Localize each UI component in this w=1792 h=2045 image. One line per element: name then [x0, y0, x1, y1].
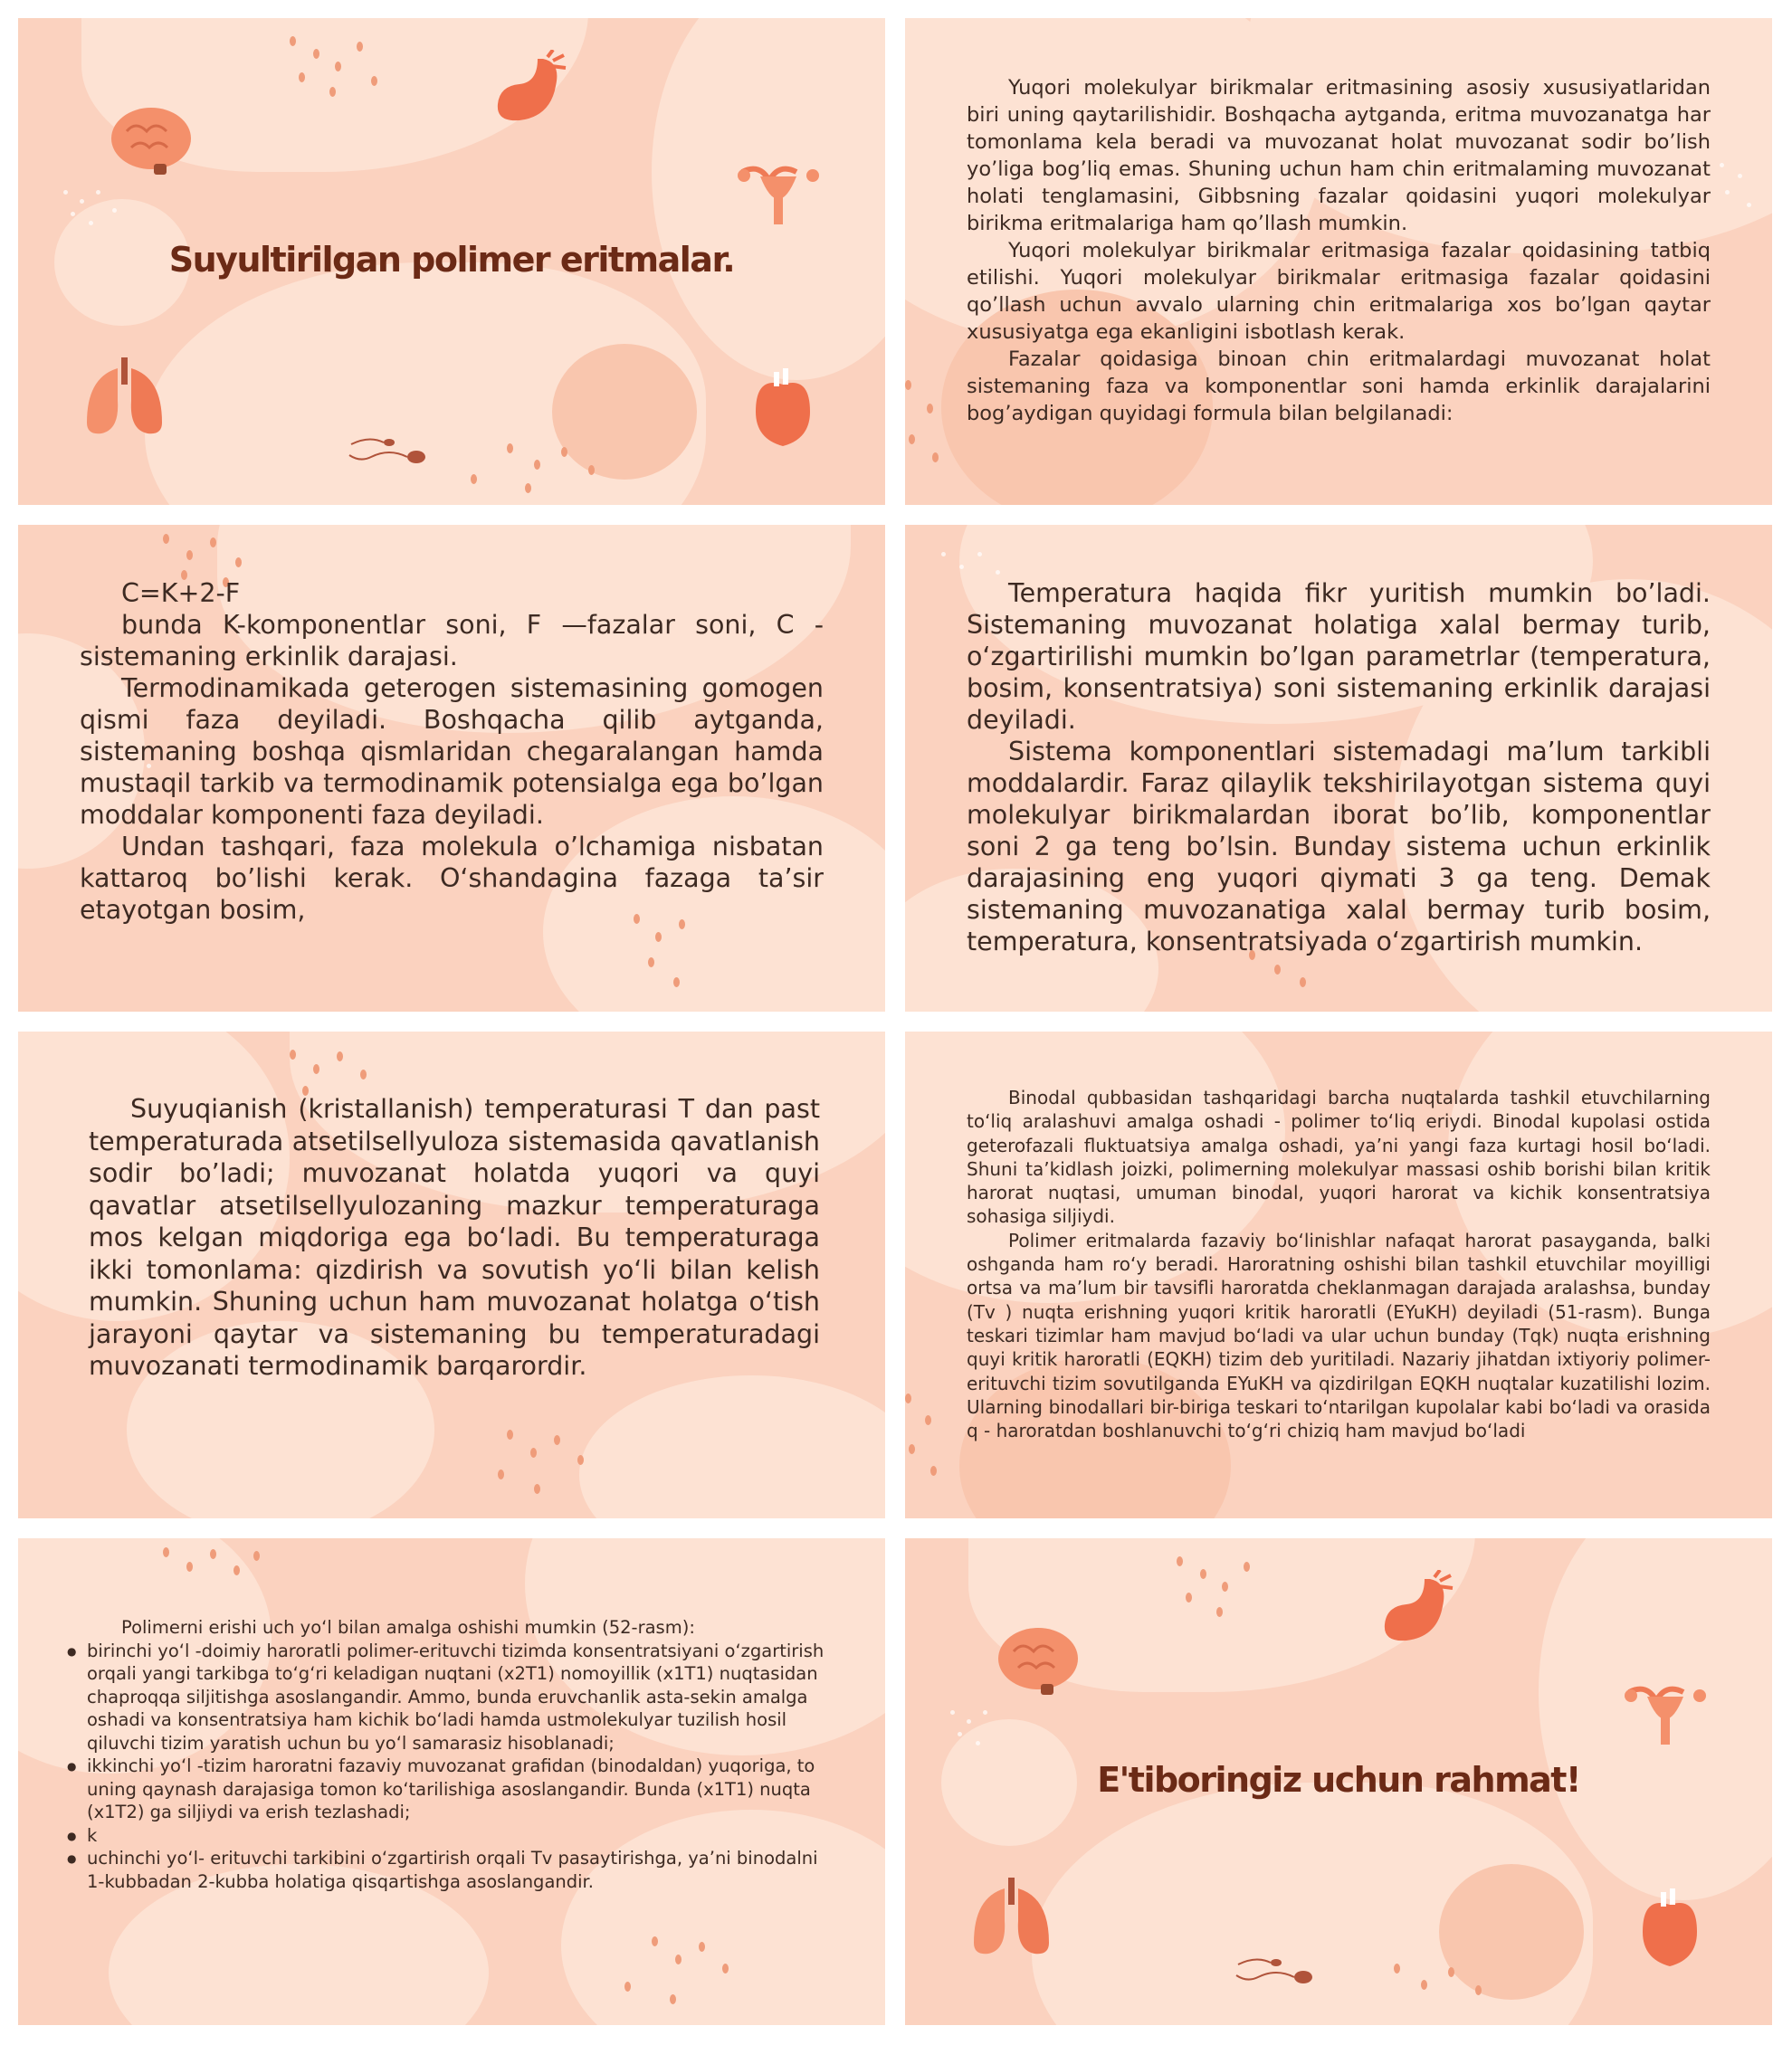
slide-3	[18, 525, 885, 1012]
paragraph: bunda K-komponentlar soni, F —fazalar soni, C - sistemaning erkinlik darajasi.	[80, 610, 824, 671]
paragraph: Suyuqianish (kristallanish) temperaturasi T dan past temperaturada atsetilsellyuloza sistemasida qavatlanish sodir bo’ladi; muvozanat holatda yuqori va quyi qavatlar atsetilsellyulozaning mazkur temperaturaga mos kelgan miqdoriga ega bo‘ladi. Bu temperaturaga ikki tomonlama: qizdirish va sovutish yo‘li bilan kelish mumkin. Shuning uchun ham muvozanat holatga o‘tish jarayoni qaytar va sistemaning bu temperaturadagi muvozanati termodinamik barqarordir.	[89, 1094, 820, 1381]
slide-title-text: Suyultirilgan polimer eritmalar.	[168, 240, 735, 280]
list-item: ● ikkinchi yo‘l -tizim haroratni fazaviy muvozanat grafidan (binodaldan) yuqoriga, to uning qaynash darajasiga tomon ko‘tarilishiga asoslangandir. Bunda (x1T1) nuqta (x1T2) ga siljiydi va erish tezlashadi;	[67, 1755, 834, 1824]
paragraph: Binodal qubbasidan tashqaridagi barcha nuqtalarda tashkil etuvchilarning to‘liq aralashuvi amalga oshadi - polimer to‘liq eriydi. Binodal kupolasi ostida geterofazali fluktuatsiya amalga oshadi, ya’ni yangi faza kurtagi hosil bo‘ladi. Shuni ta’kidlash joizki, polimerning molekulyar massasi oshib borishi bilan kritik harorat nuqtasi, umuman binodal, yuqori harorat va kichik konsentratsiya sohasiga siljiydi.	[967, 1087, 1711, 1228]
stomach-icon	[493, 50, 575, 127]
sperm-icon	[1231, 1950, 1321, 1995]
paragraph: Temperatura haqida fikr yuritish mumkin bo’ladi. Sistemaning muvozanat holatiga xalal bermay turib, o‘zgartirilishi mumkin bo’lgan parametrlar (temperatura, bosim, konsentratsiya) soni sistemaning erkinlik darajasi deyiladi.	[967, 578, 1711, 735]
brain-icon	[996, 1624, 1082, 1697]
method-list	[67, 1640, 834, 1894]
stomach-icon	[1380, 1570, 1462, 1647]
list-item: ● uchinchi yo‘l- erituvchi tarkibini o‘zgartirish orqali Tv pasaytirishga, ya’ni binodalni 1-kubbadan 2-kubba holatiga qisqartishga asoslangandir.	[67, 1847, 834, 1893]
slide-2	[905, 18, 1772, 505]
list-item: ● k	[67, 1824, 834, 1848]
paragraph: Termodinamikada geterogen sistemasining gomogen qismi faza deyiladi. Boshqacha qilib aytganda, sistemaning boshqa qismlaridan chegaralangan hamda mustaqil tarkib va termodinamik potensialga ega bo’lgan moddalar komponenti faza deyiladi.	[80, 673, 824, 830]
paragraph: Yuqori molekulyar birikmalar eritmasining asosiy xususiyatlaridan biri uning qaytarilishidir. Boshqacha aytganda, eritma muvozanatga har tomonlama kela beradi va muvozanat holat muvozanat sodir bo’lish yo’liga bog’liq emas. Shuning uchun ham chin eritmalaming muvozanat holati tenglamasini, Gibbsning fazalar qoidasini yuqori molekulyar birikma eritmalariga ham qo’llash mumkin.	[967, 76, 1711, 235]
lungs-icon	[81, 357, 167, 439]
closing-title-text: E'tiboringiz uchun rahmat!	[1097, 1760, 1580, 1800]
slide-4	[905, 525, 1772, 1012]
list-item: ● birinchi yo‘l -doimiy haroratli polimer-erituvchi tizimda konsentratsiyani o‘zgartirish orqali yangi tarkibga to‘g‘ri keladigan nuqtani (x2T1) nomoyillik (x1T1) nuqtasidan chaproqqa siljitishga asoslangandir. Ammo, bunda eruvchanlik asta-sekin amalga oshadi va konsentratsiya ham kichik bo‘ladi hamda ustmolekulyar tuzilish hosil qiluvchi tizim yaratish uchun bu yo‘l samarasiz hisoblanadi;	[67, 1640, 834, 1755]
sperm-icon	[344, 430, 434, 475]
slide-6	[905, 1032, 1772, 1518]
paragraph: Fazalar qoidasiga binoan chin eritmalardagi muvozanat holat sistemaning faza va komponentlar soni hamda erkinlik darajalarini bog’aydigan quyidagi formula bilan belgilanadi:	[967, 347, 1711, 425]
slide-6-body	[967, 1086, 1711, 1442]
paragraph: Undan tashqari, faza molekula o’lchamiga nisbatan kattaroq bo’lishi kerak. O‘shandagina fazaga ta’sir etayotgan bosim,	[80, 832, 824, 925]
paragraph: Polimer eritmalarda fazaviy bo‘linishlar nafaqat harorat pasayganda, balki oshganda ham ro‘y beradi. Haroratning oshishi bilan tashkil etuvchilar moyilligi ortsa va ma’lum bir tavsifli haroratda cheklanmagan darajada aralashsa, bunday (Tv ) nuqta erishning yuqori kritik haroratli (EYuKH) deyiladi (51-rasm). Bunga teskari tizimlar ham mavjud bo‘ladi va ular uchun bunday (Tqk) nuqta erishning quyi kritik haroratli (EQKH) tizim deb yuritiladi. Nazariy jihatdan ixtiyoriy polimer-erituvchi tizim sovutilganda EYuKH va qizdirilgan EQKH nuqtalar kuzatilishi lozim. Ularning binodallari bir-biriga teskari to‘ntarilgan kupolalar kabi bo‘ladi va orasida q - haroratdan boshlanuvchi to‘g‘ri chiziq ham mavjud bo‘ladi	[967, 1229, 1711, 1442]
formula: C=K+2-F	[121, 578, 241, 608]
slide-5-body	[89, 1093, 820, 1383]
slide-title	[18, 18, 885, 505]
slide-2-body	[967, 74, 1711, 427]
heart-icon	[1638, 1887, 1701, 1968]
heart-icon	[751, 366, 815, 448]
lungs-icon	[968, 1878, 1054, 1959]
slide-7-body	[83, 1616, 834, 1893]
slide-4-body	[967, 577, 1711, 957]
slide-7	[18, 1538, 885, 2025]
uterus-icon	[1620, 1674, 1711, 1751]
slide-3-body	[80, 577, 824, 926]
paragraph: Sistema komponentlari sistemadagi ma’lum tarkibli moddalardir. Faraz qilaylik tekshirilayotgan sistema quyi molekulyar birikmalardan iborat bo’lib, komponentlar soni 2 ga teng bo’lsin. Bunday sistema uchun erkinlik darajasining eng yuqori qiymati 3 ga teng. Demak sistemaning muvozanatiga xalal bermay turib bosim, temperatura, konsentratsiyada o‘zgartirish mumkin.	[967, 737, 1711, 956]
uterus-icon	[733, 154, 824, 231]
list-intro: Polimerni erishi uch yo‘l bilan amalga oshishi mumkin (52-rasm):	[121, 1617, 695, 1638]
paragraph: Yuqori molekulyar birikmalar eritmasiga fazalar qoidasining tatbiq etilishi. Yuqori molekulyar birikmalar eritmasiga fazalar qoidasini qo’llash uchun avvalo ularning chin eritmalariga xos bo’lgan qaytar xususiyatga ega ekanligini isbotlash kerak.	[967, 239, 1711, 344]
brain-icon	[109, 104, 195, 176]
slide-closing	[905, 1538, 1772, 2025]
slide-5	[18, 1032, 885, 1518]
